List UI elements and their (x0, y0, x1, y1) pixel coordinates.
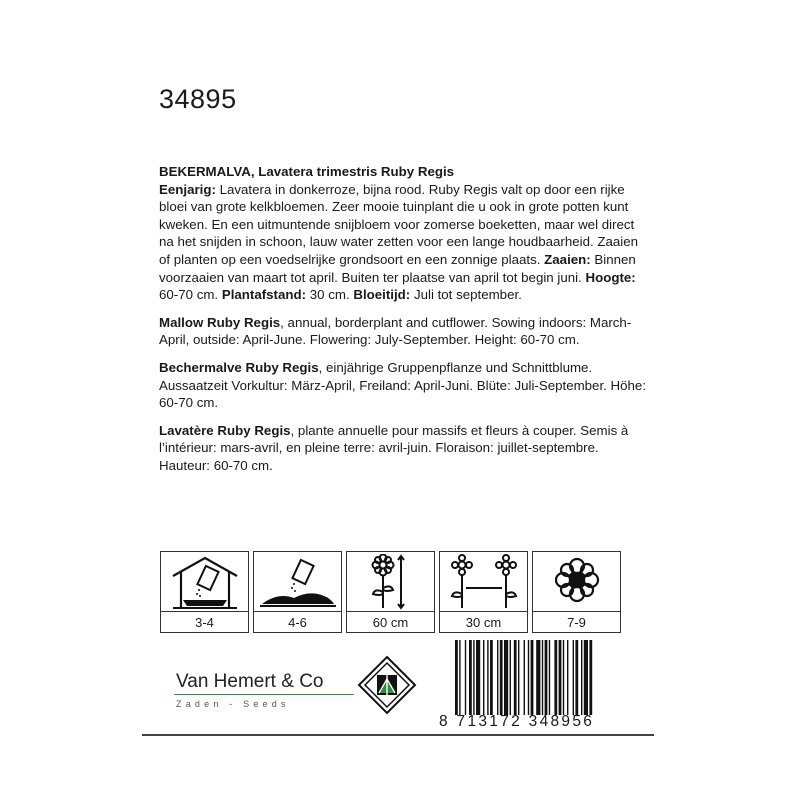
barcode-bar (459, 640, 460, 715)
barcode-bar (490, 640, 493, 715)
description-fr (159, 422, 649, 475)
barcode-bar (465, 640, 466, 715)
spacing-value: 30 cm. (306, 287, 354, 303)
type-label: Eenjarig: (159, 181, 216, 197)
bottom-rule (142, 734, 654, 736)
barcode-bar (469, 640, 472, 715)
barcode-bar (497, 640, 498, 715)
text-en: , annual, borderplant and cutflower. Sowing indoors: March-April, outside: April-June. Flowering: July-September. Height: 60-70 cm. (159, 314, 632, 348)
barcode-bar (584, 640, 588, 715)
barcode-bar (487, 640, 488, 715)
spacing-label: Plantafstand: (221, 287, 307, 303)
description-de (159, 359, 649, 412)
bloom-value: Juli tot september. (410, 287, 522, 303)
barcode-bar (528, 640, 529, 715)
outdoor-sowing-icon (254, 552, 341, 612)
barcode-bar (524, 640, 525, 715)
barcode-bar (542, 640, 543, 715)
barcode-bar (536, 640, 540, 715)
barcode-bar (575, 640, 578, 715)
barcode-icon (455, 640, 645, 715)
flowering-icon (533, 552, 620, 612)
height-label: Hoogte: (585, 269, 636, 285)
barcode-bar (549, 640, 550, 715)
plant-spacing-label: 30 cm (465, 614, 502, 630)
barcode-bar (567, 640, 568, 715)
brand-logo-icon (357, 655, 417, 720)
description-nl (159, 163, 649, 304)
description-en (159, 314, 649, 349)
name-de: Bechermalve Ruby Regis (159, 359, 319, 375)
description-block (159, 163, 649, 485)
barcode-bar (581, 640, 582, 715)
icon-box-plant-height (346, 551, 435, 633)
indoor-sowing-label: 3-4 (195, 614, 214, 630)
icon-box-flowering (532, 551, 621, 633)
sow-label: Zaaien: (544, 251, 591, 267)
icon-box-indoor-sowing (160, 551, 249, 633)
barcode-bar (500, 640, 503, 715)
barcode-bar (531, 640, 534, 715)
flowering-label: 7-9 (567, 614, 586, 630)
barcode-bar (455, 640, 458, 715)
brand-subtitle: Zaden - Seeds (176, 699, 290, 709)
text-fr: , plante annuelle pour massifs et fleurs à couper. Semis à l’intérieur: mars-avril, en pleine terre: avril-juin. Floraison: juillet-septembre. Hauteur: 60-70 cm. (159, 422, 629, 473)
brand-name: Van Hemert & Co (176, 671, 324, 692)
bloom-label: Bloeitijd: (353, 287, 411, 303)
text-nl-2: Binnen voorzaaien van maart tot april. Buiten ter plaatse van april tot begin juni. (159, 251, 636, 285)
height-value: 60-70 cm. (159, 287, 219, 303)
icon-box-outdoor-sowing (253, 551, 342, 633)
barcode-bar (473, 640, 474, 715)
barcode-number: 8 713172 348956 (439, 713, 595, 730)
name-fr: Lavatère Ruby Regis (159, 422, 291, 438)
text-de: , einjährige Gruppenpflanze und Schnittblume. Aussaatzeit Vorkultur: März-April, Freiland: April-Juni. Blüte: Juli-September. Höhe: 60-70 cm. (159, 359, 647, 411)
name-en: Mallow Ruby Regis (159, 314, 281, 330)
barcode-bar (514, 640, 517, 715)
outdoor-sowing-label: 4-6 (288, 614, 307, 630)
barcode-bar (554, 640, 557, 715)
product-code: 34895 (159, 84, 237, 114)
indoor-sowing-icon (161, 552, 248, 612)
text-nl-1: Lavatera in donkerroze, bijna rood. Ruby Regis valt op door een rijke bloei van grote kelkbloemen. Zeer mooie tuinplant die u ook in grote potten kunt kweken. En een uitmuntende snijbloem voor zomerse boeketten, maar wel direct na het snijden in schoon, lauw water zetten voor een lange houdbaarheid. Zaaien of planten op een voedselrijke grondsoort en een zonnige plaats. (159, 181, 639, 267)
brand-divider (174, 694, 354, 695)
plant-height-icon (347, 552, 434, 612)
barcode-bar (545, 640, 548, 715)
barcode-bar (563, 640, 564, 715)
icon-box-plant-spacing (439, 551, 528, 633)
title-nl: BEKERMALVA, Lavatera trimestris Ruby Regis (159, 164, 455, 179)
barcode-bar (589, 640, 592, 715)
barcode-bar (559, 640, 562, 715)
plant-spacing-icon (440, 552, 527, 612)
barcode-bar (573, 640, 574, 715)
barcode-bar (483, 640, 484, 715)
barcode-bar (476, 640, 480, 715)
plant-height-label: 60 cm (372, 614, 409, 630)
barcode-bar (510, 640, 511, 715)
barcode-bar (518, 640, 519, 715)
culture-icons (160, 551, 621, 633)
barcode-bar (504, 640, 508, 715)
